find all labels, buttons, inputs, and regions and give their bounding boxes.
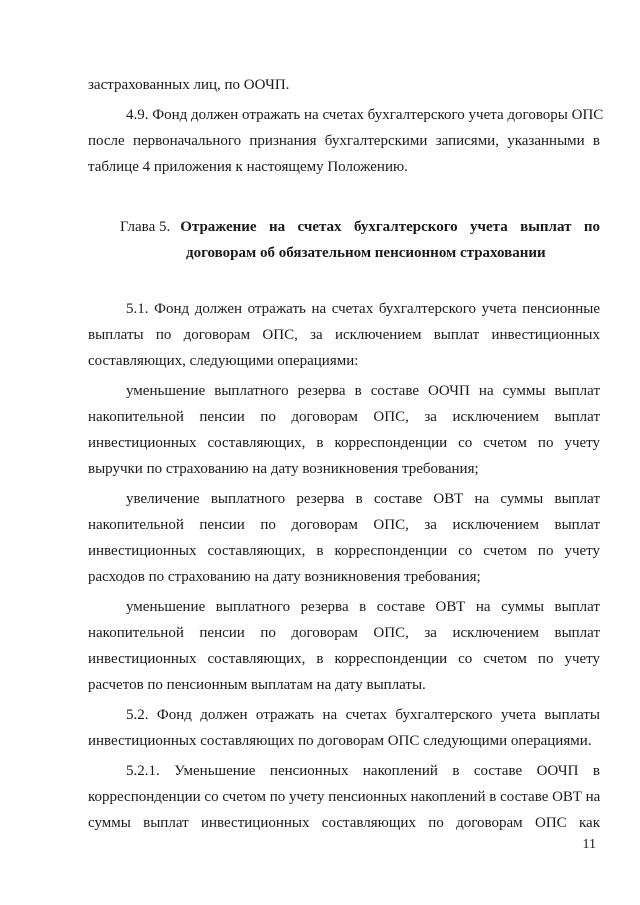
text-line: 4.9. Фонд должен отражать на счетах бухгалтерского учета договоры ОПС [126, 107, 604, 123]
text-line: выручки по страхованию на дату возникновения требования; [88, 461, 479, 477]
text-line: увеличение выплатного резерва в составе ОВТ на суммы выплат [126, 491, 600, 507]
paragraph-5-2-1 [88, 758, 600, 836]
text-line: накопительной пенсии по договорам ОПС, за исключением выплат [88, 409, 600, 425]
text-line: 5.2.1. Уменьшение пенсионных накоплений в составе ООЧП в [126, 763, 600, 779]
text-line: накопительной пенсии по договорам ОПС, за исключением выплат [88, 517, 600, 533]
document-body [88, 72, 604, 836]
list-item-1 [88, 378, 600, 482]
text-line: расчетов по пенсионным выплатам на дату выплаты. [88, 677, 426, 693]
chapter-title-line2: договорам об обязательном пенсионном страховании [186, 245, 546, 261]
text-line: выплаты по договорам ОПС, за исключением выплат инвестиционных [88, 327, 600, 343]
text-line: накопительной пенсии по договорам ОПС, за исключением выплат [88, 625, 600, 641]
text-line: инвестиционных составляющих по договорам ОПС следующими операциями. [88, 733, 592, 749]
text-line: уменьшение выплатного резерва в составе ООЧП на суммы выплат [126, 383, 600, 399]
page-number: 11 [582, 837, 596, 852]
chapter-title-line1: Отражение на счетах бухгалтерского учета выплат по [180, 219, 600, 235]
text-line: после первоначального признания бухгалтерскими записями, указанными в [88, 133, 600, 149]
text-line: корреспонденции со счетом по учету пенсионных накоплений в составе ОВТ на [88, 789, 601, 805]
paragraph-5-1 [88, 296, 600, 374]
text-line: уменьшение выплатного резерва в составе ОВТ на суммы выплат [126, 599, 600, 615]
text-line: 5.1. Фонд должен отражать на счетах бухгалтерского учета пенсионные [126, 301, 600, 317]
text-line: инвестиционных составляющих, в корреспонденции со счетом по учету [88, 435, 600, 451]
intro-line: застрахованных лиц, по ООЧП. [88, 77, 290, 93]
chapter-label: Глава 5. [120, 219, 171, 235]
text-line: составляющих, следующими операциями: [88, 353, 359, 369]
text-line: суммы выплат инвестиционных составляющих по договорам ОПС как [88, 815, 600, 831]
text-line: инвестиционных составляющих, в корреспонденции со счетом по учету [88, 651, 600, 667]
list-item-2 [88, 486, 600, 590]
text-line: расходов по страхованию на дату возникновения требования; [88, 569, 481, 585]
chapter-heading [88, 214, 600, 266]
list-item-3 [88, 594, 600, 698]
paragraph-5-2 [88, 702, 600, 754]
text-line: 5.2. Фонд должен отражать на счетах бухгалтерского учета выплаты [126, 707, 600, 723]
text-line: таблице 4 приложения к настоящему Положению. [88, 159, 408, 175]
text-line: инвестиционных составляющих, в корреспонденции со счетом по учету [88, 543, 600, 559]
paragraph-4-9 [88, 102, 604, 180]
